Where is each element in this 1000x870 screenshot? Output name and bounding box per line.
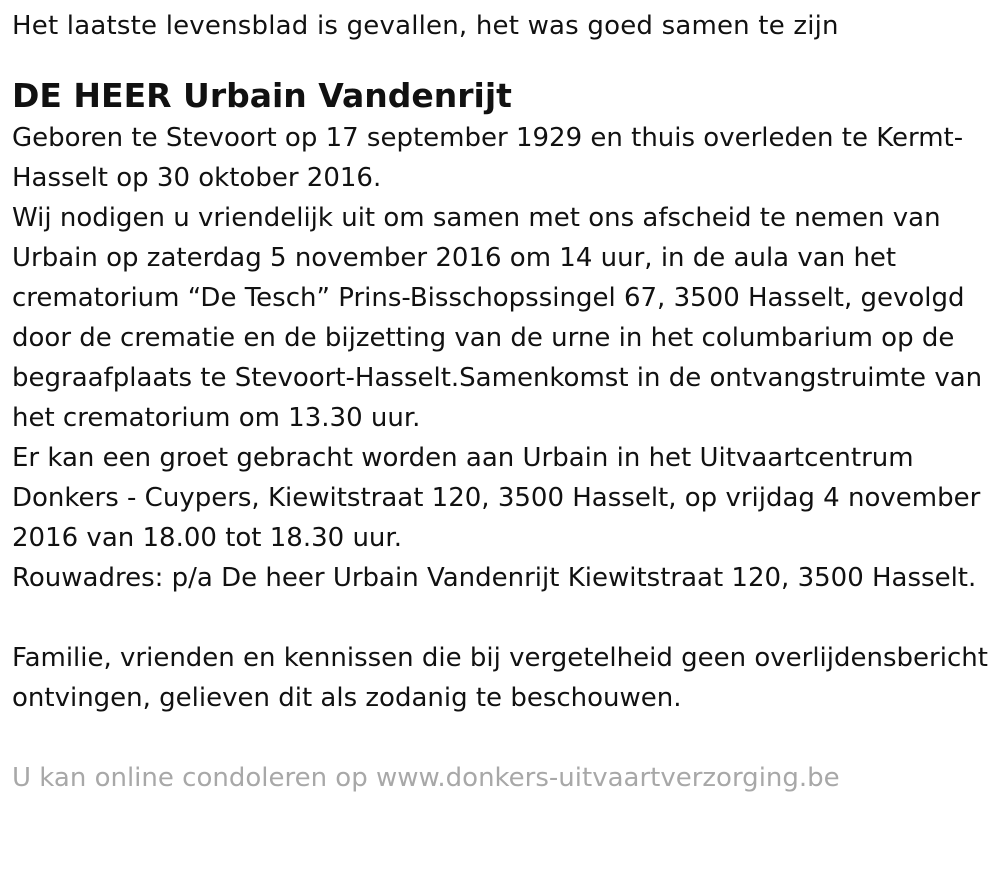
- family-note: Familie, vrienden en kennissen die bij vergetelheid geen overlijdensbericht ontvingen, gelieven dit als zodanig te beschouwen.: [12, 643, 988, 713]
- tagline: Het laatste levensblad is gevallen, het was goed samen te zijn: [12, 11, 839, 41]
- deceased-name: DE HEER Urbain Vandenrijt: [12, 76, 512, 115]
- condolence-link-text: U kan online condoleren op www.donkers-uitvaartverzorging.be: [12, 763, 840, 793]
- birth-death-text: Geboren te Stevoort op 17 september 1929 en thuis overleden te Kermt-Hasselt op 30 oktober 2016.: [12, 123, 964, 193]
- mourning-address: Rouwadres: p/a De heer Urbain Vandenrijt Kiewitstraat 120, 3500 Hasselt.: [12, 563, 977, 593]
- spacer: [12, 598, 988, 638]
- visitation-text: Er kan een groet gebracht worden aan Urbain in het Uitvaartcentrum Donkers - Cuypers, Kiewitstraat 120, 3500 Hasselt, op vrijdag 4 november 2016 van 18.00 tot 18.30 uur.: [12, 443, 981, 553]
- farewell-text: Wij nodigen u vriendelijk uit om samen met ons afscheid te nemen van Urbain op zaterdag 5 november 2016 om 14 uur, in de aula van het crematorium “De Tesch” Prins-Bisschopssingel 67, 3500 Hasselt, gevolgd door de crematie en de bijzetting van de urne in het columbarium op de begraafplaats te Stevoort-Hasselt.Samenkomst in de ontvangstruimte van het crematorium om 13.30 uur.: [12, 203, 983, 433]
